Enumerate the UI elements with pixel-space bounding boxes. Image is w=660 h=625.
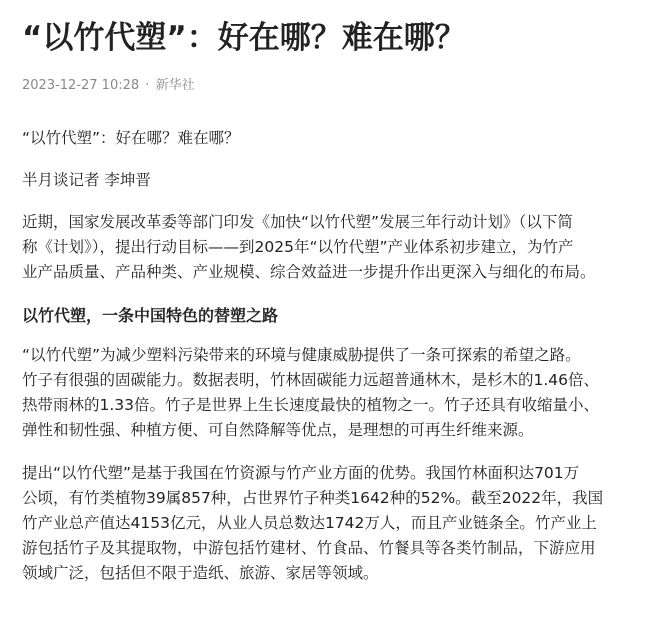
meta-separator: ·	[145, 78, 150, 93]
body-line: 热带雨林的1.33倍。竹子是世界上生长速度最快的植物之一。竹子还具有收缩量小、	[22, 396, 600, 414]
intro-paragraph	[22, 210, 642, 285]
body-paragraph-2	[22, 461, 642, 586]
article-byline: 半月谈记者 李坤晋	[22, 171, 151, 189]
body-line: 提出“以竹代塑”是基于我国在竹资源与竹产业方面的优势。我国竹林面积达701万	[22, 464, 580, 482]
body-line: 公顷，有竹类植物39属857种，占世界竹子种类1642种的52%。截至2022年，我国	[22, 489, 604, 507]
section-heading: 以竹代塑，一条中国特色的替塑之路	[22, 306, 279, 325]
publish-datetime: 2023-12-27 10:28	[22, 78, 140, 93]
body-line: 弹性和韧性强、种植方便、可自然降解等优点，是理想的可再生纤维来源。	[22, 421, 534, 439]
article-subtitle: “以竹代塑”：好在哪？难在哪？	[22, 129, 240, 147]
body-line: 游包括竹子及其提取物，中游包括竹建材、竹食品、竹餐具等各类竹制品，下游应用	[22, 539, 596, 557]
body-paragraph-1	[22, 343, 642, 443]
article-title: “以竹代塑”：好在哪？难在哪？	[22, 20, 466, 56]
intro-line: 称《计划》），提出行动目标——到2025年“以竹代塑”产业体系初步建立，为竹产	[22, 238, 574, 256]
body-line: 领域广泛，包括但不限于造纸、旅游、家居等领域。	[22, 564, 379, 582]
body-line: 竹产业总产值达4153亿元，从业人员总数达1742万人，而且产业链条全。竹产业上	[22, 514, 597, 532]
body-line: “以竹代塑”为减少塑料污染带来的环境与健康威胁提供了一条可探索的希望之路。	[22, 346, 581, 364]
article-meta	[22, 76, 642, 96]
intro-line: 近期，国家发展改革委等部门印发《加快“以竹代塑”发展三年行动计划》（以下简	[22, 213, 573, 231]
intro-line: 业产品质量、产品种类、产业规模、综合效益进一步提升作出更深入与细化的布局。	[22, 263, 596, 281]
source-name: 新华社	[155, 78, 195, 93]
article	[22, 0, 642, 586]
body-line: 竹子有很强的固碳能力。数据表明，竹林固碳能力远超普通林木，是杉木的1.46倍、	[22, 371, 600, 389]
